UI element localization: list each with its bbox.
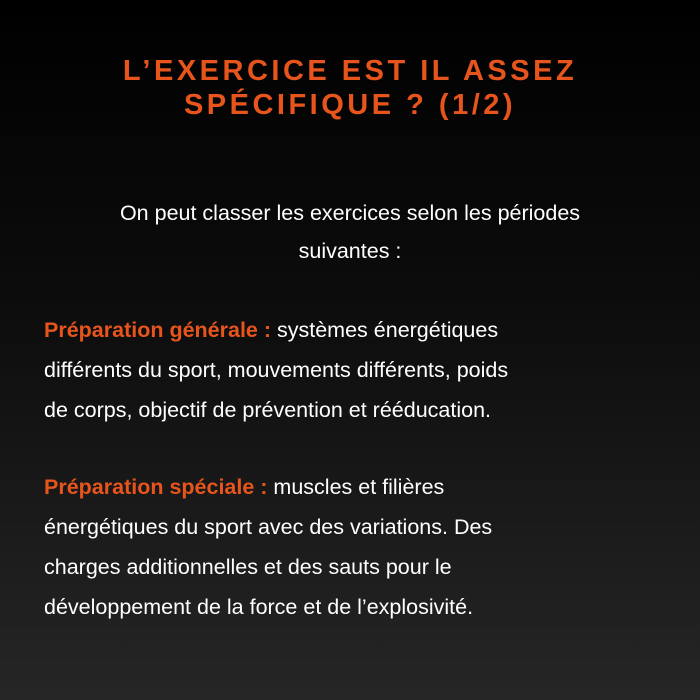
slide-title-line-2: SPÉCIFIQUE ? (1/2) — [183, 89, 517, 121]
section-general-label: Préparation générale : — [44, 318, 272, 342]
intro-line-1: On peut classer les exercices selon les périodes — [119, 201, 581, 225]
slide-title-line-1: L’EXERCICE EST IL ASSEZ — [122, 55, 578, 87]
slide-title — [40, 54, 660, 122]
section-special-text-4: développement de la force et de l’explosivité. — [44, 595, 474, 619]
section-general-text-3: de corps, objectif de prévention et rééducation. — [44, 398, 492, 422]
intro-line-2: suivantes : — [298, 239, 402, 263]
section-special-text-1: muscles et filières — [267, 475, 445, 499]
section-special-text-2: énergétiques du sport avec des variations. Des — [44, 515, 493, 539]
intro-text — [40, 194, 660, 270]
section-special-label: Préparation spéciale : — [44, 475, 268, 499]
section-general-text-1: systèmes énergétiques — [271, 318, 499, 342]
section-special-line-1 — [44, 467, 664, 507]
section-general-preparation — [44, 310, 664, 430]
section-general-line-1 — [44, 310, 664, 350]
section-special-text-3: charges additionnelles et des sauts pour le — [44, 555, 452, 579]
section-special-preparation — [44, 467, 664, 627]
section-general-text-2: différents du sport, mouvements différents, poids — [44, 358, 509, 382]
